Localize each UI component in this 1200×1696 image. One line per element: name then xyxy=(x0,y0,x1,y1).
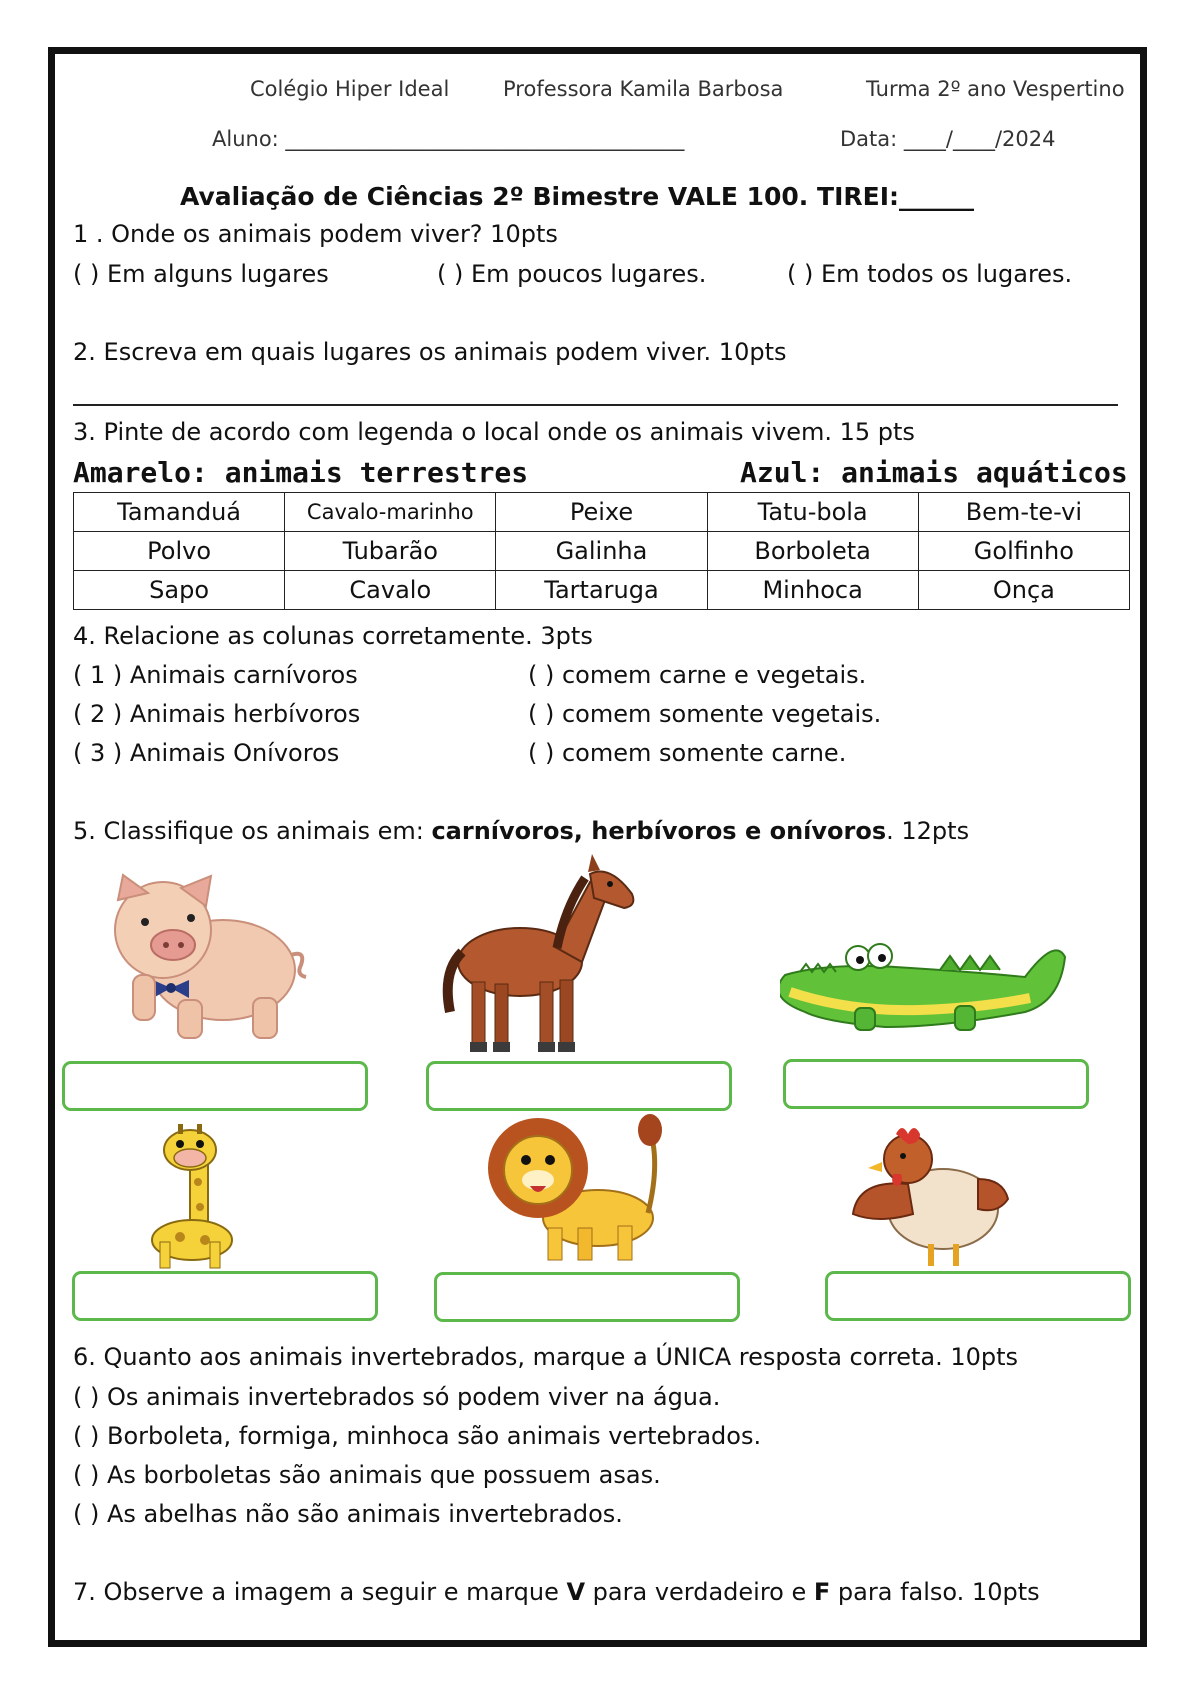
q2-answer-line[interactable] xyxy=(73,404,1118,406)
hen-answer-box[interactable] xyxy=(825,1271,1131,1321)
q7-f: F xyxy=(813,1578,831,1606)
q6-option-2[interactable]: ( ) Borboleta, formiga, minhoca são animais vertebrados. xyxy=(73,1422,762,1450)
alligator-answer-box[interactable] xyxy=(783,1059,1089,1109)
table-cell[interactable]: Bem-te-vi xyxy=(918,493,1129,532)
giraffe-illustration xyxy=(140,1122,240,1272)
school-name: Colégio Hiper Ideal xyxy=(250,77,450,101)
teacher-name: Professora Kamila Barbosa xyxy=(503,77,784,101)
q1-question: 1 . Onde os animais podem viver? 10pts xyxy=(73,220,558,248)
q7-question xyxy=(73,1578,1040,1606)
q6-option-1[interactable]: ( ) Os animais invertebrados só podem viver na água. xyxy=(73,1383,721,1411)
giraffe-answer-box[interactable] xyxy=(72,1271,378,1321)
q4-left-3: ( 3 ) Animais Onívoros xyxy=(73,739,340,767)
q3-question: 3. Pinte de acordo com legenda o local onde os animais vivem. 15 pts xyxy=(73,418,915,446)
q6-option-4[interactable]: ( ) As abelhas não são animais invertebrados. xyxy=(73,1500,623,1528)
q5-suffix: . 12pts xyxy=(886,817,970,845)
table-cell[interactable]: Tubarão xyxy=(285,532,496,571)
table-cell[interactable]: Sapo xyxy=(74,571,285,610)
table-cell[interactable]: Polvo xyxy=(74,532,285,571)
table-cell[interactable]: Onça xyxy=(918,571,1129,610)
q5-prefix: 5. Classifique os animais em: xyxy=(73,817,432,845)
q5-question xyxy=(73,817,969,845)
table-cell[interactable]: Galinha xyxy=(496,532,707,571)
q4-left-2: ( 2 ) Animais herbívoros xyxy=(73,700,361,728)
q4-right-3[interactable]: ( ) comem somente carne. xyxy=(528,739,847,767)
q4-left-1: ( 1 ) Animais carnívoros xyxy=(73,661,358,689)
table-cell[interactable]: Tamanduá xyxy=(74,493,285,532)
hen-illustration xyxy=(848,1124,1018,1272)
q6-option-3[interactable]: ( ) As borboletas são animais que possuem asas. xyxy=(73,1461,661,1489)
q7-middle: para verdadeiro e xyxy=(585,1578,814,1606)
table-cell[interactable]: Cavalo-marinho xyxy=(285,493,496,532)
q2-question: 2. Escreva em quais lugares os animais podem viver. 10pts xyxy=(73,338,787,366)
lion-illustration xyxy=(478,1108,678,1273)
lion-answer-box[interactable] xyxy=(434,1272,740,1322)
animals-table xyxy=(73,492,1130,610)
table-row xyxy=(74,532,1130,571)
legend-water: Azul: animais aquáticos xyxy=(740,456,1128,489)
table-cell[interactable]: Tatu-bola xyxy=(707,493,918,532)
table-row xyxy=(74,493,1130,532)
q1-option-2[interactable]: ( ) Em poucos lugares. xyxy=(437,260,707,288)
legend-land: Amarelo: animais terrestres xyxy=(73,456,529,489)
table-cell[interactable]: Cavalo xyxy=(285,571,496,610)
q4-question: 4. Relacione as colunas corretamente. 3pts xyxy=(73,622,593,650)
pig-illustration xyxy=(93,870,308,1045)
table-cell[interactable]: Minhoca xyxy=(707,571,918,610)
q4-right-2[interactable]: ( ) comem somente vegetais. xyxy=(528,700,882,728)
q6-question: 6. Quanto aos animais invertebrados, marque a ÚNICA resposta correta. 10pts xyxy=(73,1343,1019,1371)
q7-v: V xyxy=(566,1578,586,1606)
q5-bold-part: carnívoros, herbívoros e onívoros xyxy=(431,817,887,845)
q4-right-1[interactable]: ( ) comem carne e vegetais. xyxy=(528,661,867,689)
page-title: Avaliação de Ciências 2º Bimestre VALE 100. TIREI:______ xyxy=(180,182,974,211)
student-name-field[interactable]: Aluno: ______________________________________ xyxy=(212,127,685,151)
q7-prefix: 7. Observe a imagem a seguir e marque xyxy=(73,1578,567,1606)
alligator-illustration xyxy=(780,930,1070,1040)
q1-option-1[interactable]: ( ) Em alguns lugares xyxy=(73,260,329,288)
class-name: Turma 2º ano Vespertino xyxy=(866,77,1125,101)
horse-answer-box[interactable] xyxy=(426,1061,732,1111)
date-field[interactable]: Data: ____/____/2024 xyxy=(840,127,1056,151)
q1-option-3[interactable]: ( ) Em todos os lugares. xyxy=(787,260,1073,288)
q7-suffix: para falso. 10pts xyxy=(830,1578,1040,1606)
table-cell[interactable]: Tartaruga xyxy=(496,571,707,610)
table-cell[interactable]: Peixe xyxy=(496,493,707,532)
pig-answer-box[interactable] xyxy=(62,1061,368,1111)
horse-illustration xyxy=(440,852,650,1057)
table-row xyxy=(74,571,1130,610)
table-cell[interactable]: Borboleta xyxy=(707,532,918,571)
table-cell[interactable]: Golfinho xyxy=(918,532,1129,571)
